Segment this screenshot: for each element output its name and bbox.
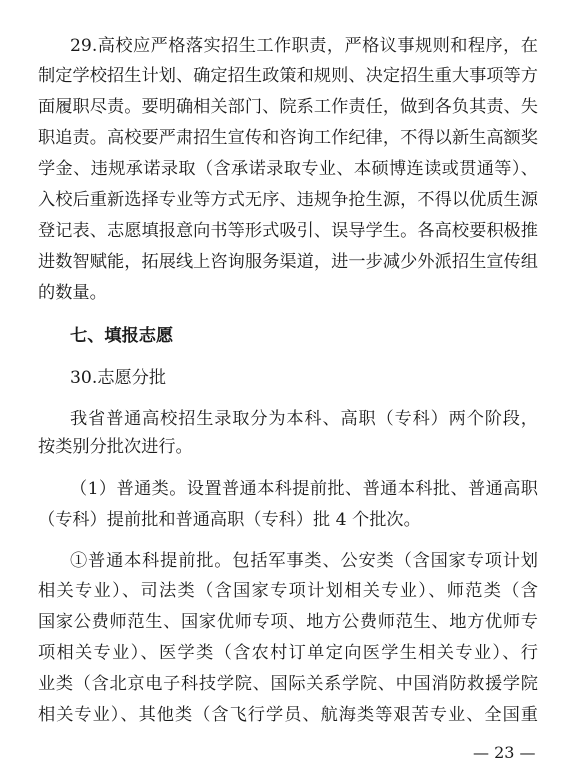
paragraph-early-line-6: 相关专业）、其他类（含飞行学员、航海类等艰苦专业、全国重 [38,705,538,725]
paragraph-ordinary-line-2: （专科）提前批和普通高职（专科）批 4 个批次。 [38,510,421,530]
paragraph-29-line-8: 进数智赋能，拓展线上咨询服务渠道，进一步减少外派招生宣传组 [38,252,538,272]
subsection-heading: 30.志愿分批 [70,368,167,388]
paragraph-29-line-4: 职追责。高校要严肃招生宣传和咨询工作纪律，不得以新生高额奖 [38,128,538,148]
paragraph-batches-line-1: 我省普通高校招生录取分为本科、高职（专科）两个阶段， [70,409,538,429]
paragraph-early-line-2: 相关专业）、司法类（含国家专项计划相关专业）、师范类（含 [38,581,538,601]
paragraph-early-line-4: 项相关专业）、医学类（含农村订单定向医学生相关专业）、行 [38,643,538,663]
paragraph-29-line-7: 登记表、志愿填报意向书等形式吸引、误导学生。各高校要积极推 [38,221,538,241]
paragraph-29-line-9: 的数量。 [38,283,107,303]
paragraph-ordinary-line-1: （1）普通类。设置普通本科提前批、普通本科批、普通高职 [70,479,538,499]
paragraph-29-line-2: 制定学校招生计划、确定招生政策和规则、决定招生重大事项等方 [38,66,538,86]
paragraph-29-line-5: 学金、违规承诺录取（含承诺录取专业、本硕博连读或贯通等）、 [38,159,538,179]
paragraph-29-line-3: 面履职尽责。要明确相关部门、院系工作责任，做到各负其责、失 [38,97,538,117]
paragraph-early-line-5: 业类（含北京电子科技学院、国际关系学院、中国消防救援学院 [38,674,538,694]
paragraph-batches-line-2: 按类别分批次进行。 [38,437,193,457]
paragraph-early-line-1: ①普通本科提前批。包括军事类、公安类（含国家专项计划 [70,551,538,571]
paragraph-early-line-3: 国家公费师范生、国家优师专项、地方公费师范生、地方优师专 [38,612,538,632]
section-heading: 七、填报志愿 [70,326,174,346]
paragraph-29-line-1: 29.高校应严格落实招生工作职责，严格议事规则和程序，在 [70,36,538,56]
paragraph-29-line-6: 入校后重新选择专业等方式无序、违规争抢生源，不得以优质生源 [38,190,538,210]
page-number: — 23 — [473,743,536,762]
